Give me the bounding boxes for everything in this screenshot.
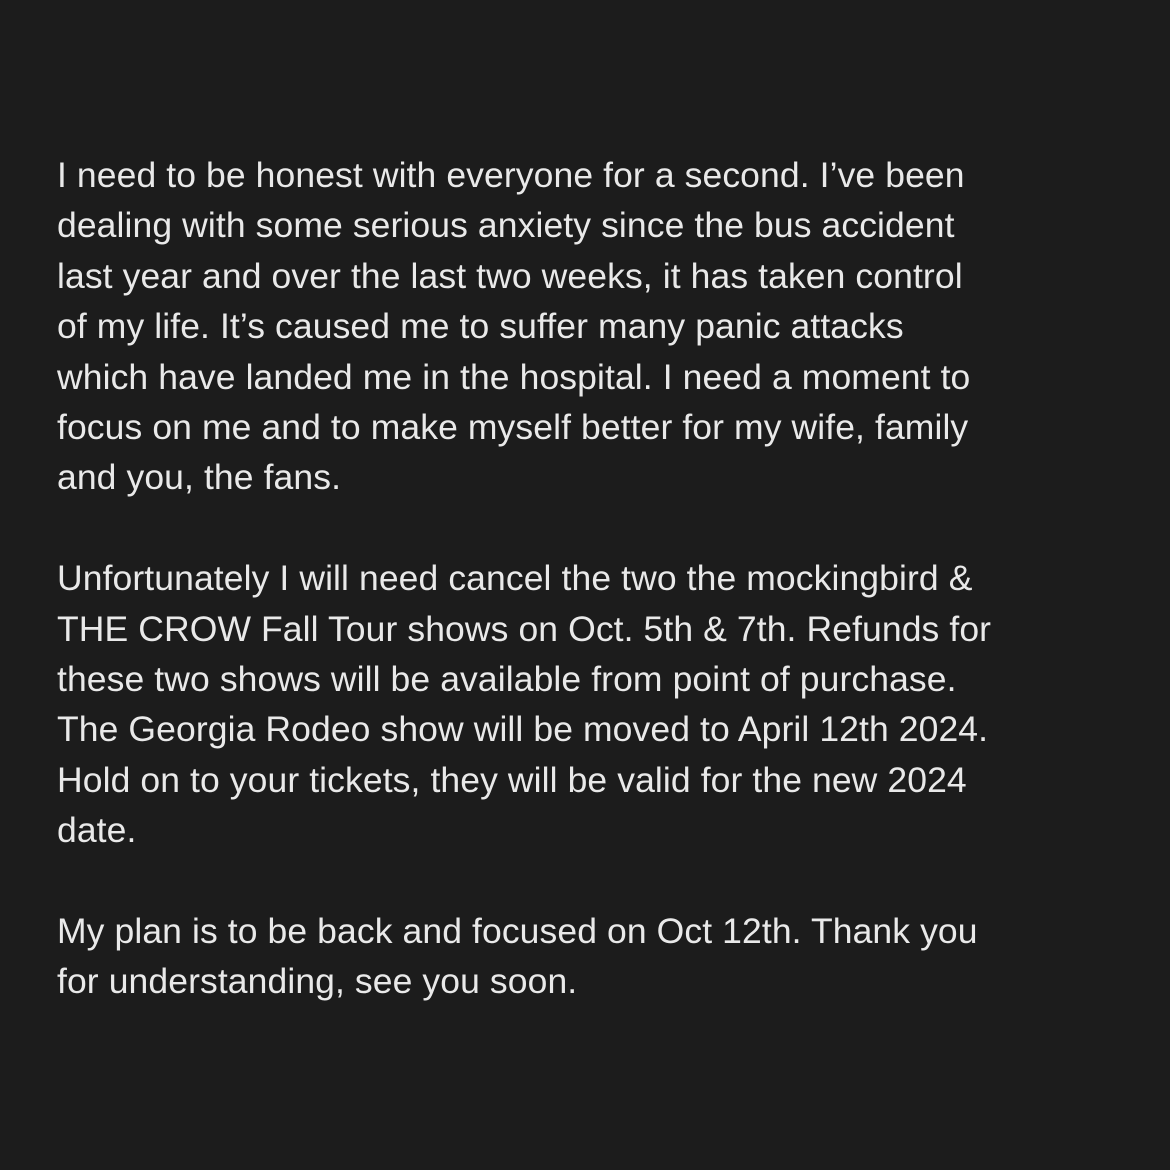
text-line: for understanding, see you soon.: [57, 961, 578, 1002]
text-line: My plan is to be back and focused on Oct 12th. Thank you: [57, 911, 978, 952]
paragraph-return-plan: [57, 906, 1137, 1007]
text-line: Unfortunately I will need cancel the two the mockingbird &: [57, 558, 973, 599]
text-line: of my life. It’s caused me to suffer many panic attacks: [57, 306, 904, 347]
paragraph-anxiety-announcement: [57, 150, 1137, 503]
text-line: and you, the fans.: [57, 457, 342, 498]
text-line: these two shows will be available from point of purchase.: [57, 659, 957, 700]
text-line: Hold on to your tickets, they will be valid for the new 2024: [57, 759, 967, 800]
text-line: The Georgia Rodeo show will be moved to April 12th 2024.: [57, 709, 989, 750]
text-line: focus on me and to make myself better for my wife, family: [57, 407, 969, 448]
notes-document: [57, 150, 1137, 1007]
text-line: I need to be honest with everyone for a second. I’ve been: [57, 155, 965, 195]
text-line: THE CROW Fall Tour shows on Oct. 5th & 7th. Refunds for: [57, 608, 992, 649]
text-line: date.: [57, 810, 137, 851]
text-line: last year and over the last two weeks, it has taken control: [57, 255, 963, 296]
text-line: which have landed me in the hospital. I need a moment to: [57, 356, 971, 397]
text-line: dealing with some serious anxiety since the bus accident: [57, 205, 955, 246]
paragraph-show-cancellations: [57, 553, 1137, 855]
